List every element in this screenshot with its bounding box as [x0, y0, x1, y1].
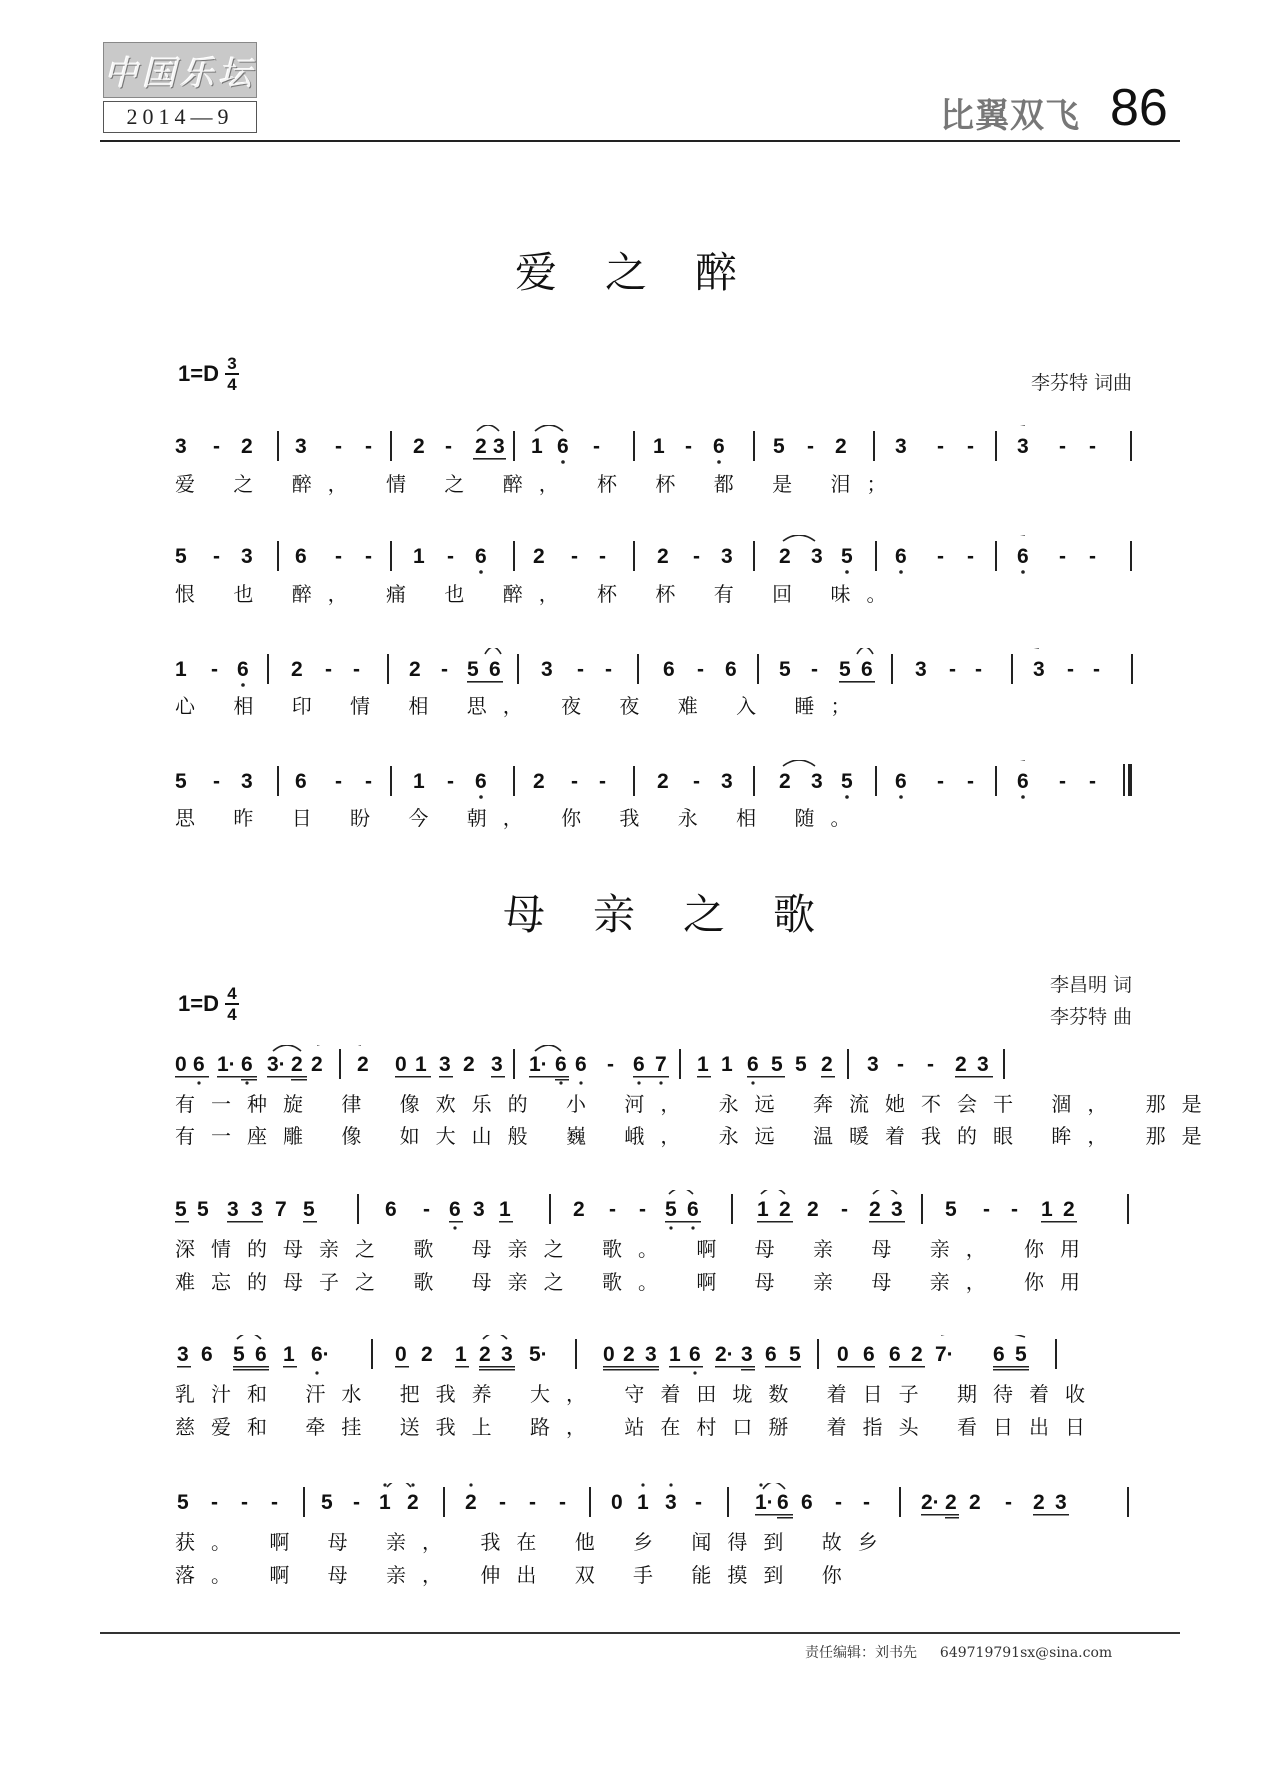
svg-text:2: 2	[623, 1343, 635, 1366]
notation-graphics	[175, 648, 1135, 688]
svg-text:6: 6	[575, 1053, 587, 1076]
svg-text:-: -	[937, 770, 944, 793]
svg-text:3: 3	[493, 435, 505, 458]
time-signature: $\frac{4}{4}$	[225, 985, 239, 1023]
svg-text:-: -	[609, 1198, 616, 1221]
svg-text:2: 2	[409, 658, 421, 681]
svg-text:2·: 2·	[921, 1491, 940, 1514]
svg-text:6: 6	[725, 658, 737, 681]
footer-divider	[100, 1632, 1180, 1634]
svg-text:2: 2	[291, 1053, 303, 1076]
svg-text:6: 6	[193, 1053, 205, 1076]
svg-text:-: -	[599, 545, 606, 568]
svg-text:-: -	[639, 1198, 646, 1221]
svg-text:-: -	[937, 545, 944, 568]
svg-text:2: 2	[945, 1491, 957, 1514]
footer-credit	[805, 1642, 1112, 1662]
svg-text:-: -	[693, 770, 700, 793]
section-name: 比翼双飞	[940, 96, 1080, 136]
svg-text:-: -	[1089, 435, 1096, 458]
svg-text:2: 2	[311, 1053, 323, 1076]
svg-text:2: 2	[657, 770, 669, 793]
svg-text:2: 2	[533, 770, 545, 793]
key-label: 1=D	[178, 991, 219, 1016]
lyric-line-verse-2: 难 忘 的 母 子 之 歌 母 亲 之 歌 。 啊 母 亲 母 亲 ， 你 用	[175, 1270, 1087, 1294]
credit-lyrics-music: 李芬特 词曲	[1030, 372, 1132, 394]
svg-text:-: -	[1059, 435, 1066, 458]
svg-text:5: 5	[795, 1053, 807, 1076]
key-signature	[178, 355, 239, 393]
svg-text:1: 1	[175, 658, 187, 681]
svg-text:0: 0	[395, 1343, 407, 1366]
svg-text:3: 3	[645, 1343, 657, 1366]
svg-text:6·: 6·	[311, 1343, 330, 1366]
svg-text:3: 3	[501, 1343, 513, 1366]
svg-text:6: 6	[765, 1343, 777, 1366]
svg-text:1: 1	[637, 1491, 649, 1514]
svg-text:-: -	[593, 435, 600, 458]
svg-text:-: -	[1067, 658, 1074, 681]
svg-text:3: 3	[665, 1491, 677, 1514]
svg-text:5: 5	[321, 1491, 333, 1514]
svg-text:-: -	[571, 545, 578, 568]
svg-text:1·: 1·	[755, 1491, 774, 1514]
svg-text:-: -	[927, 1053, 934, 1076]
svg-text:-: -	[447, 545, 454, 568]
svg-text:2: 2	[869, 1198, 881, 1221]
credit-composer: 李芬特 曲	[1049, 1006, 1132, 1028]
svg-text:6: 6	[557, 435, 569, 458]
svg-text:-: -	[1005, 1491, 1012, 1514]
svg-text:-: -	[863, 1491, 870, 1514]
svg-text:2: 2	[657, 545, 669, 568]
lyric-line-verse-1: 获 。 啊 母 亲 ， 我 在 他 乡 闻 得 到 故 乡	[175, 1530, 884, 1554]
lyric-line: 爱 之 醉 ， 情 之 醉 ， 杯 杯 都 是 泪 ；	[175, 472, 893, 496]
svg-text:2: 2	[573, 1198, 585, 1221]
svg-text:5: 5	[665, 1198, 677, 1221]
svg-text:2: 2	[421, 1343, 433, 1366]
svg-text:3: 3	[251, 1198, 263, 1221]
notation-line	[175, 1190, 1135, 1232]
svg-text:-: -	[967, 770, 974, 793]
svg-text:1: 1	[379, 1491, 391, 1514]
svg-text:1: 1	[499, 1198, 511, 1221]
svg-text:1·: 1·	[529, 1053, 548, 1076]
svg-text:5: 5	[945, 1198, 957, 1221]
svg-text:3: 3	[1017, 435, 1029, 458]
svg-text:-: -	[967, 435, 974, 458]
lyric-line-verse-1: 深 情 的 母 亲 之 歌 母 亲 之 歌 。 啊 母 亲 母 亲 ， 你 用	[175, 1237, 1087, 1261]
issue-label: 2014—9	[103, 101, 257, 133]
svg-text:5: 5	[233, 1343, 245, 1366]
svg-text:-: -	[807, 435, 814, 458]
svg-text:-: -	[211, 658, 218, 681]
svg-text:2: 2	[955, 1053, 967, 1076]
svg-text:1: 1	[697, 1053, 709, 1076]
notation-graphics	[175, 1190, 1135, 1232]
svg-text:1: 1	[413, 770, 425, 793]
svg-text:6: 6	[241, 1053, 253, 1076]
svg-text:6: 6	[237, 658, 249, 681]
svg-text:2: 2	[821, 1053, 833, 1076]
svg-text:6: 6	[895, 545, 907, 568]
svg-text:7: 7	[655, 1053, 667, 1076]
svg-text:-: -	[441, 658, 448, 681]
svg-text:3: 3	[891, 1198, 903, 1221]
svg-text:2: 2	[479, 1343, 491, 1366]
lyric-line-verse-1: 有 一 种 旋 律 像 欢 乐 的 小 河 ， 永 远 奔 流 她 不 会 干 涸 ， 那 是	[175, 1092, 1208, 1116]
song-title: 母亲之歌	[503, 890, 864, 939]
svg-text:1: 1	[415, 1053, 427, 1076]
notation-line	[175, 425, 1135, 465]
svg-text:3: 3	[295, 435, 307, 458]
svg-text:1: 1	[669, 1343, 681, 1366]
notation-line	[175, 535, 1135, 575]
svg-text:-: -	[835, 1491, 842, 1514]
svg-text:3: 3	[895, 435, 907, 458]
key-signature	[178, 985, 239, 1023]
svg-text:6: 6	[895, 770, 907, 793]
svg-text:6: 6	[863, 1343, 875, 1366]
svg-text:1: 1	[721, 1053, 733, 1076]
svg-text:-: -	[213, 435, 220, 458]
svg-text:2: 2	[463, 1053, 475, 1076]
svg-text:5: 5	[789, 1343, 801, 1366]
svg-text:3: 3	[177, 1343, 189, 1366]
svg-text:2: 2	[291, 658, 303, 681]
svg-text:-: -	[241, 1491, 248, 1514]
svg-text:0: 0	[603, 1343, 615, 1366]
svg-text:5: 5	[467, 658, 479, 681]
svg-text:3: 3	[491, 1053, 503, 1076]
svg-text:-: -	[529, 1491, 536, 1514]
svg-text:1·: 1·	[217, 1053, 236, 1076]
svg-text:1: 1	[1041, 1198, 1053, 1221]
svg-text:6: 6	[255, 1343, 267, 1366]
svg-text:-: -	[271, 1491, 278, 1514]
svg-text:1: 1	[653, 435, 665, 458]
svg-text:-: -	[571, 770, 578, 793]
svg-text:2: 2	[533, 545, 545, 568]
key-label: 1=D	[178, 361, 219, 386]
svg-text:3: 3	[721, 770, 733, 793]
svg-text:1: 1	[455, 1343, 467, 1366]
svg-text:-: -	[335, 435, 342, 458]
notation-graphics	[175, 760, 1135, 800]
page-number: 86	[1110, 79, 1168, 137]
notation-graphics	[175, 1045, 1135, 1087]
svg-text:2: 2	[779, 545, 791, 568]
svg-text:3: 3	[1055, 1491, 1067, 1514]
notation-graphics	[175, 535, 1135, 575]
svg-text:-: -	[695, 1491, 702, 1514]
svg-text:3: 3	[439, 1053, 451, 1076]
svg-text:6: 6	[633, 1053, 645, 1076]
svg-text:3: 3	[175, 435, 187, 458]
svg-text:-: -	[559, 1491, 566, 1514]
svg-text:3: 3	[241, 770, 253, 793]
svg-text:-: -	[1089, 545, 1096, 568]
svg-text:6: 6	[555, 1053, 567, 1076]
svg-text:5: 5	[175, 545, 187, 568]
svg-text:2: 2	[465, 1491, 477, 1514]
svg-text:1: 1	[531, 435, 543, 458]
svg-text:-: -	[499, 1491, 506, 1514]
svg-text:-: -	[423, 1198, 430, 1221]
svg-text:6: 6	[1017, 770, 1029, 793]
svg-text:3: 3	[811, 770, 823, 793]
svg-text:-: -	[983, 1198, 990, 1221]
svg-text:5: 5	[1015, 1343, 1027, 1366]
svg-text:2: 2	[779, 770, 791, 793]
svg-text:-: -	[1011, 1198, 1018, 1221]
svg-text:1: 1	[283, 1343, 295, 1366]
svg-text:6: 6	[295, 545, 307, 568]
svg-text:3: 3	[241, 545, 253, 568]
svg-text:2: 2	[241, 435, 253, 458]
svg-text:6: 6	[889, 1343, 901, 1366]
svg-text:5: 5	[839, 658, 851, 681]
song-title: 爱之醉	[515, 248, 786, 297]
svg-text:-: -	[949, 658, 956, 681]
svg-text:6: 6	[993, 1343, 1005, 1366]
svg-text:1: 1	[757, 1198, 769, 1221]
svg-text:-: -	[607, 1053, 614, 1076]
svg-text:2: 2	[969, 1491, 981, 1514]
svg-text:-: -	[975, 658, 982, 681]
svg-text:7·: 7·	[935, 1343, 954, 1366]
svg-text:2: 2	[413, 435, 425, 458]
svg-text:5·: 5·	[529, 1343, 548, 1366]
notation-line	[175, 1045, 1135, 1087]
svg-text:5: 5	[773, 435, 785, 458]
svg-text:0: 0	[175, 1053, 187, 1076]
svg-text:-: -	[1089, 770, 1096, 793]
svg-text:5: 5	[303, 1198, 315, 1221]
svg-text:-: -	[605, 658, 612, 681]
svg-text:0: 0	[395, 1053, 407, 1076]
svg-text:-: -	[967, 545, 974, 568]
time-signature: $\frac{3}{4}$	[225, 355, 239, 393]
svg-text:2: 2	[475, 435, 487, 458]
svg-text:2: 2	[357, 1053, 369, 1076]
svg-text:-: -	[685, 435, 692, 458]
lyric-line: 心 相 印 情 相 思 ， 夜 夜 难 入 睡 ；	[175, 694, 857, 718]
svg-text:-: -	[577, 658, 584, 681]
svg-text:2·: 2·	[715, 1343, 734, 1366]
svg-text:6: 6	[861, 658, 873, 681]
magazine-logo: 中国乐坛	[103, 42, 257, 98]
svg-text:1: 1	[413, 545, 425, 568]
lyric-line-verse-2: 有 一 座 雕 像 如 大 山 般 巍 峨 ， 永 远 温 暖 着 我 的 眼 眸 ， 那 是	[175, 1124, 1208, 1148]
svg-text:2: 2	[911, 1343, 923, 1366]
svg-text:3·: 3·	[267, 1053, 286, 1076]
svg-text:5: 5	[841, 545, 853, 568]
svg-text:2: 2	[779, 1198, 791, 1221]
svg-text:0: 0	[611, 1491, 623, 1514]
svg-text:2: 2	[1033, 1491, 1045, 1514]
svg-text:3: 3	[473, 1198, 485, 1221]
svg-text:-: -	[1059, 545, 1066, 568]
svg-text:6: 6	[687, 1198, 699, 1221]
svg-text:6: 6	[777, 1491, 789, 1514]
svg-text:6: 6	[201, 1343, 213, 1366]
notation-line	[175, 648, 1135, 688]
svg-text:-: -	[325, 658, 332, 681]
svg-text:5: 5	[779, 658, 791, 681]
svg-text:-: -	[1093, 658, 1100, 681]
lyric-line-verse-1: 乳 汁 和 汗 水 把 我 养 大 ， 守 着 田 垅 数 着 日 子 期 待 着 收	[175, 1382, 1091, 1406]
svg-text:5: 5	[197, 1198, 209, 1221]
notation-graphics	[175, 1483, 1135, 1525]
svg-text:-: -	[693, 545, 700, 568]
notation-line	[175, 760, 1135, 800]
editor-label: 责任编辑：刘书先	[805, 1645, 917, 1661]
svg-text:7: 7	[275, 1198, 287, 1221]
svg-text:-: -	[841, 1198, 848, 1221]
editor-email: 649719791sx@sina.com	[939, 1645, 1113, 1661]
svg-text:-: -	[811, 658, 818, 681]
svg-text:6: 6	[801, 1491, 813, 1514]
lyric-line-verse-2: 落 。 啊 母 亲 ， 伸 出 双 手 能 摸 到 你	[175, 1563, 848, 1587]
notation-line	[175, 1483, 1135, 1525]
svg-text:-: -	[599, 770, 606, 793]
svg-text:-: -	[897, 1053, 904, 1076]
svg-text:-: -	[365, 770, 372, 793]
svg-text:3: 3	[811, 545, 823, 568]
svg-text:-: -	[353, 1491, 360, 1514]
svg-text:-: -	[211, 1491, 218, 1514]
svg-text:3: 3	[541, 658, 553, 681]
svg-text:5: 5	[177, 1491, 189, 1514]
svg-text:3: 3	[1033, 658, 1045, 681]
svg-text:6: 6	[385, 1198, 397, 1221]
svg-text:-: -	[365, 435, 372, 458]
svg-text:2: 2	[835, 435, 847, 458]
svg-text:5: 5	[841, 770, 853, 793]
svg-text:2: 2	[1063, 1198, 1075, 1221]
svg-text:6: 6	[663, 658, 675, 681]
svg-text:3: 3	[977, 1053, 989, 1076]
svg-text:6: 6	[475, 770, 487, 793]
svg-text:-: -	[335, 770, 342, 793]
svg-text:3: 3	[227, 1198, 239, 1221]
svg-text:-: -	[937, 435, 944, 458]
svg-text:-: -	[213, 545, 220, 568]
header-divider	[100, 140, 1180, 142]
svg-text:-: -	[365, 545, 372, 568]
notation-graphics	[175, 425, 1135, 465]
notation-line	[175, 1335, 1135, 1377]
svg-text:-: -	[1059, 770, 1066, 793]
svg-text:0: 0	[837, 1343, 849, 1366]
svg-text:5: 5	[771, 1053, 783, 1076]
svg-text:3: 3	[915, 658, 927, 681]
svg-text:-: -	[213, 770, 220, 793]
svg-text:2: 2	[807, 1198, 819, 1221]
credit-lyricist: 李昌明 词	[1049, 974, 1132, 996]
svg-text:3: 3	[867, 1053, 879, 1076]
svg-text:6: 6	[1017, 545, 1029, 568]
notation-graphics	[175, 1335, 1135, 1377]
svg-text:-: -	[445, 435, 452, 458]
svg-text:6: 6	[747, 1053, 759, 1076]
svg-text:-: -	[353, 658, 360, 681]
svg-text:-: -	[335, 545, 342, 568]
lyric-line-verse-2: 慈 爱 和 牵 挂 送 我 上 路 ， 站 在 村 口 掰 着 指 头 看 日 出 日	[175, 1415, 1091, 1439]
svg-text:-: -	[697, 658, 704, 681]
lyric-line: 思 昨 日 盼 今 朝 ， 你 我 永 相 随 。	[175, 806, 857, 830]
svg-text:6: 6	[295, 770, 307, 793]
svg-text:6: 6	[449, 1198, 461, 1221]
svg-text:3: 3	[721, 545, 733, 568]
svg-text:5: 5	[175, 770, 187, 793]
svg-text:6: 6	[713, 435, 725, 458]
svg-text:2: 2	[407, 1491, 419, 1514]
svg-text:3: 3	[741, 1343, 753, 1366]
svg-text:6: 6	[689, 1343, 701, 1366]
svg-text:5: 5	[175, 1198, 187, 1221]
svg-text:6: 6	[475, 545, 487, 568]
svg-text:6: 6	[489, 658, 501, 681]
lyric-line: 恨 也 醉 ， 痛 也 醉 ， 杯 杯 有 回 味 。	[175, 582, 893, 606]
svg-text:-: -	[447, 770, 454, 793]
